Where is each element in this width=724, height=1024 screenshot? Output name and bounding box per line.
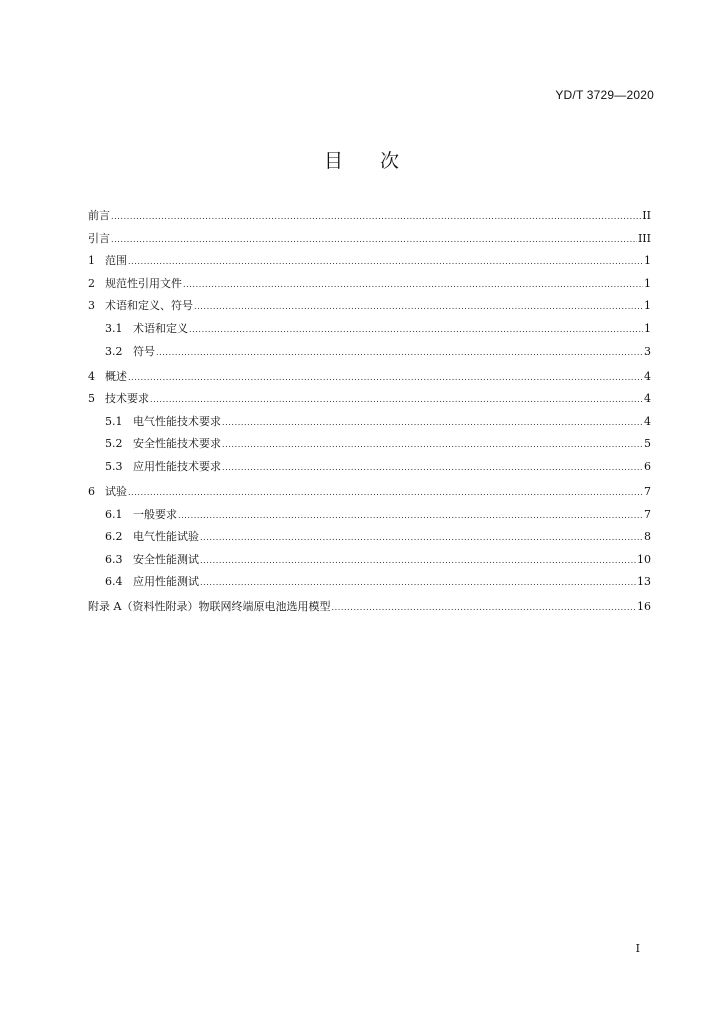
toc-entry-title: 一般要求: [133, 507, 177, 521]
toc-entry-number: 5: [88, 392, 95, 406]
toc-dot-leader: [222, 457, 643, 480]
toc-dot-leader: [111, 206, 641, 229]
toc-entry-page: III: [637, 231, 651, 245]
toc-entry-number: 5.2: [105, 437, 123, 451]
toc-entry-title: 规范性引用文件: [105, 276, 182, 290]
toc-entry[interactable]: [88, 228, 651, 251]
toc-entry[interactable]: [88, 205, 651, 228]
toc-dot-leader: [128, 251, 643, 274]
standard-code: YD/T 3729—2020: [555, 88, 654, 102]
toc-entry[interactable]: [88, 318, 651, 341]
toc-entry-page: 6: [644, 459, 651, 473]
toc-dot-leader: [331, 597, 636, 620]
toc-entry[interactable]: [88, 481, 651, 504]
toc-entry[interactable]: [88, 504, 651, 527]
toc-entry-number: 5.3: [105, 459, 123, 473]
toc-entry-number: 6.3: [105, 552, 123, 566]
toc-entry-title: 范围: [105, 254, 127, 268]
toc-dot-leader: [111, 229, 637, 252]
toc-dot-leader: [189, 319, 643, 342]
page-title: [0, 146, 724, 173]
toc-dot-leader: [156, 342, 643, 365]
toc-entry-page: 1: [644, 276, 651, 290]
toc-entry-title: 符号: [133, 344, 155, 358]
toc-entry-number: 4: [88, 369, 95, 383]
toc-entry-page: 13: [637, 575, 651, 589]
title-part-2: 次: [380, 150, 401, 172]
toc-entry-title: 应用性能测试: [133, 575, 199, 589]
toc-entry[interactable]: [88, 341, 651, 366]
toc-entry[interactable]: [88, 549, 651, 572]
toc-entry-page: 5: [644, 437, 651, 451]
toc-entry-title: 应用性能技术要求: [133, 459, 221, 473]
toc-entry-title: 安全性能技术要求: [133, 437, 221, 451]
toc-dot-leader: [222, 434, 643, 457]
toc-entry-page: 7: [644, 507, 651, 521]
toc-dot-leader: [178, 505, 643, 528]
toc-entry-title: 电气性能试验: [133, 530, 199, 544]
toc-entry-number: 6.2: [105, 530, 123, 544]
toc-dot-leader: [222, 412, 643, 435]
toc-entry-page: 10: [637, 552, 651, 566]
toc-entry-title: 引言: [88, 231, 110, 245]
toc-entry[interactable]: [88, 273, 651, 296]
toc-dot-leader: [128, 367, 643, 390]
toc-dot-leader: [128, 482, 643, 505]
toc-dot-leader: [200, 527, 643, 550]
toc-entry-page: 7: [644, 484, 651, 498]
toc-entry-page: 8: [644, 530, 651, 544]
toc-dot-leader: [200, 572, 636, 595]
toc-dot-leader: [183, 274, 643, 297]
toc-entry[interactable]: [88, 388, 651, 411]
toc-entry-page: 3: [644, 344, 651, 358]
toc-entry-page: 4: [644, 392, 651, 406]
toc-dot-leader: [150, 389, 643, 412]
toc-entry-page: 1: [644, 321, 651, 335]
toc-entry-title: 附录 A（资料性附录）物联网终端原电池选用模型: [88, 600, 331, 614]
toc-entry-page: 1: [644, 299, 651, 313]
toc-entry-page: II: [642, 209, 651, 222]
toc-entry-page: 16: [637, 600, 651, 614]
toc-entry[interactable]: [88, 571, 651, 596]
toc-entry-number: 6.1: [105, 507, 123, 521]
toc-entry-title: 技术要求: [105, 392, 149, 406]
toc-entry-number: 6: [88, 484, 95, 498]
toc-entry-number: 3.1: [105, 321, 123, 335]
toc-entry-title: 术语和定义: [133, 321, 188, 335]
toc-entry[interactable]: [88, 433, 651, 456]
toc-entry-title: 前言: [88, 209, 110, 222]
title-part-1: 目: [323, 150, 344, 172]
toc-entry[interactable]: [88, 250, 651, 273]
toc-entry-number: 2: [88, 276, 95, 290]
toc-dot-leader: [200, 550, 636, 573]
toc-dot-leader: [194, 296, 643, 319]
toc-entry[interactable]: [88, 411, 651, 434]
toc-entry-number: 5.1: [105, 414, 123, 428]
toc-entry[interactable]: [88, 526, 651, 549]
toc-entry[interactable]: [88, 596, 651, 619]
toc-entry-title: 电气性能技术要求: [133, 414, 221, 428]
footer-page-number: I: [635, 942, 640, 955]
toc-entry-page: 4: [644, 369, 651, 383]
table-of-contents: [88, 205, 651, 619]
toc-entry-number: 3: [88, 299, 95, 313]
toc-entry-title: 试验: [105, 484, 127, 498]
toc-entry[interactable]: [88, 456, 651, 481]
toc-entry[interactable]: [88, 295, 651, 318]
toc-entry-title: 术语和定义、符号: [105, 299, 193, 313]
toc-entry-title: 概述: [105, 369, 127, 383]
toc-entry-page: 4: [644, 414, 651, 428]
toc-entry-page: 1: [644, 254, 651, 268]
toc-entry-title: 安全性能测试: [133, 552, 199, 566]
toc-entry-number: 1: [88, 254, 95, 268]
toc-entry-number: 6.4: [105, 575, 123, 589]
toc-entry-number: 3.2: [105, 344, 123, 358]
toc-entry[interactable]: [88, 366, 651, 389]
